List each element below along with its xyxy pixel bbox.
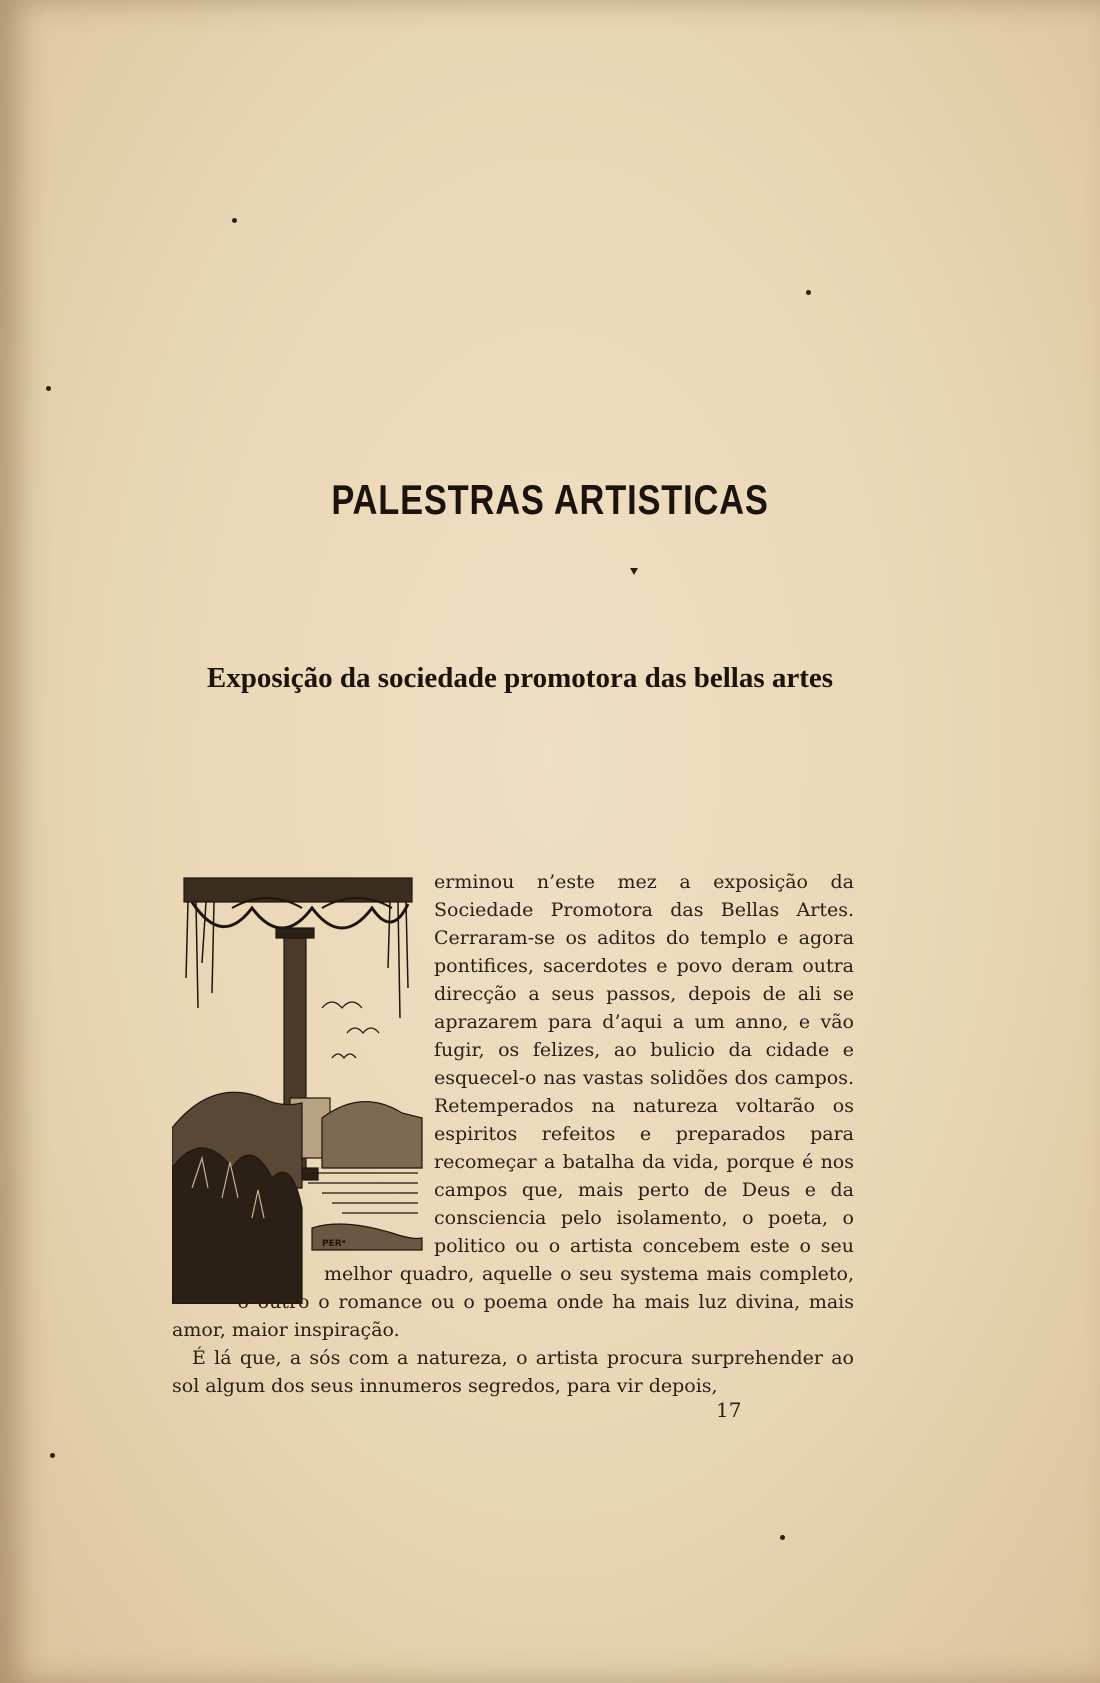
page-title: PALESTRAS ARTISTICAS bbox=[331, 476, 769, 524]
page-number: 17 bbox=[716, 1398, 742, 1422]
article-subtitle: Exposição da sociedade promotora das bellas artes bbox=[206, 662, 834, 695]
ornament-mark bbox=[630, 568, 638, 575]
engraver-signature: PERᵃ bbox=[322, 1239, 346, 1249]
engraved-initial-illustration bbox=[172, 868, 426, 1304]
paper-speck bbox=[780, 1535, 785, 1540]
paper-speck bbox=[232, 218, 237, 223]
article-body bbox=[172, 868, 854, 1400]
paragraph: É lá que, a sós com a natureza, o artista procura surprehender ao sol algum dos seus innumeros segredos, para vir depois, bbox=[172, 1347, 854, 1397]
paper-speck bbox=[50, 1453, 55, 1458]
paper-speck bbox=[806, 290, 811, 295]
paper-speck bbox=[46, 386, 51, 391]
paragraph: erminou n’este mez a exposição da Sociedade Promotora das Bellas Artes. Cerraram-se os aditos do templo e agora pontifices, sacerdotes e povo deram outra direcção a seus passos, depois de ali se aprazarem para d’aqui a um anno, e vão fugir, os felizes, ao bulicio da cidade e esquecel-o nas vastas solidões dos campos. Retemperados na natureza voltarão os espiritos refeitos e preparados para recomeçar a batalha da vida, porque é nos campos que, mais perto de Deus e da consciencia pelo isolamento, o poeta, o politico ou o artista concebem este o seu melhor quadro, aquelle o seu systema mais completo, o outro o romance ou o poema onde ha mais luz divina, mais amor, maior inspiração. bbox=[172, 871, 854, 1341]
